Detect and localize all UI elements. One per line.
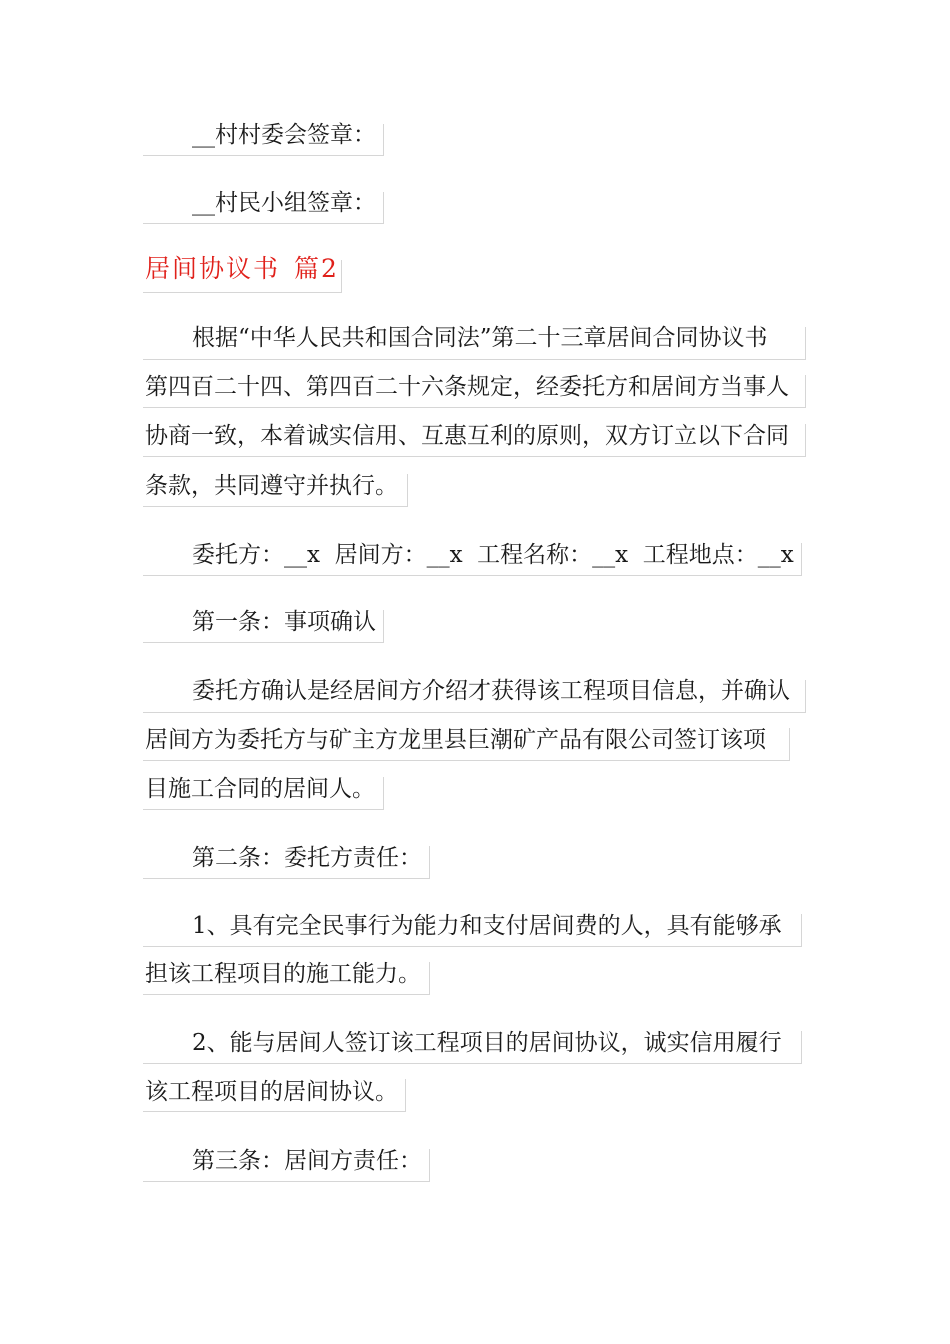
village-committee-signature: __村村委会签章： xyxy=(192,122,376,148)
article1-heading: 第一条：事项确认 xyxy=(192,609,376,635)
section-title-part: 篇2 xyxy=(294,254,339,283)
article2-item2-line: 该工程项目的居间协议。 xyxy=(145,1079,398,1105)
article2-item1-line: 担该工程项目的施工能力。 xyxy=(145,961,421,987)
section-title xyxy=(145,252,339,286)
article1-body-line: 目施工合同的居间人。 xyxy=(145,776,375,802)
article3-heading: 第三条：居间方责任： xyxy=(192,1148,422,1174)
intro-line: 条款，共同遵守并执行。 xyxy=(145,473,398,499)
intro-line: 第四百二十四、第四百二十六条规定，经委托方和居间方当事人 xyxy=(145,374,789,400)
intro-line: 协商一致，本着诚实信用、互惠互利的原则，双方订立以下合同 xyxy=(145,423,789,449)
article2-item1-line: 1、具有完全民事行为能力和支付居间费的人，具有能够承 xyxy=(192,913,782,939)
article2-item2-line: 2、能与居间人签订该工程项目的居间协议，诚实信用履行 xyxy=(192,1030,782,1056)
article1-body-line: 居间方为委托方与矿主方龙里县巨潮矿产品有限公司签订该项 xyxy=(145,727,766,753)
parties-line: 委托方：__x 居间方：__x 工程名称：__x 工程地点：__x xyxy=(192,542,794,568)
article1-body-line: 委托方确认是经居间方介绍才获得该工程项目信息，并确认 xyxy=(192,678,790,704)
intro-line: 根据“中华人民共和国合同法”第二十三章居间合同协议书 xyxy=(192,325,768,351)
section-title-text: 居间协议书 xyxy=(145,254,281,283)
article2-heading: 第二条：委托方责任： xyxy=(192,845,422,871)
villager-group-signature: __村民小组签章： xyxy=(192,190,376,216)
